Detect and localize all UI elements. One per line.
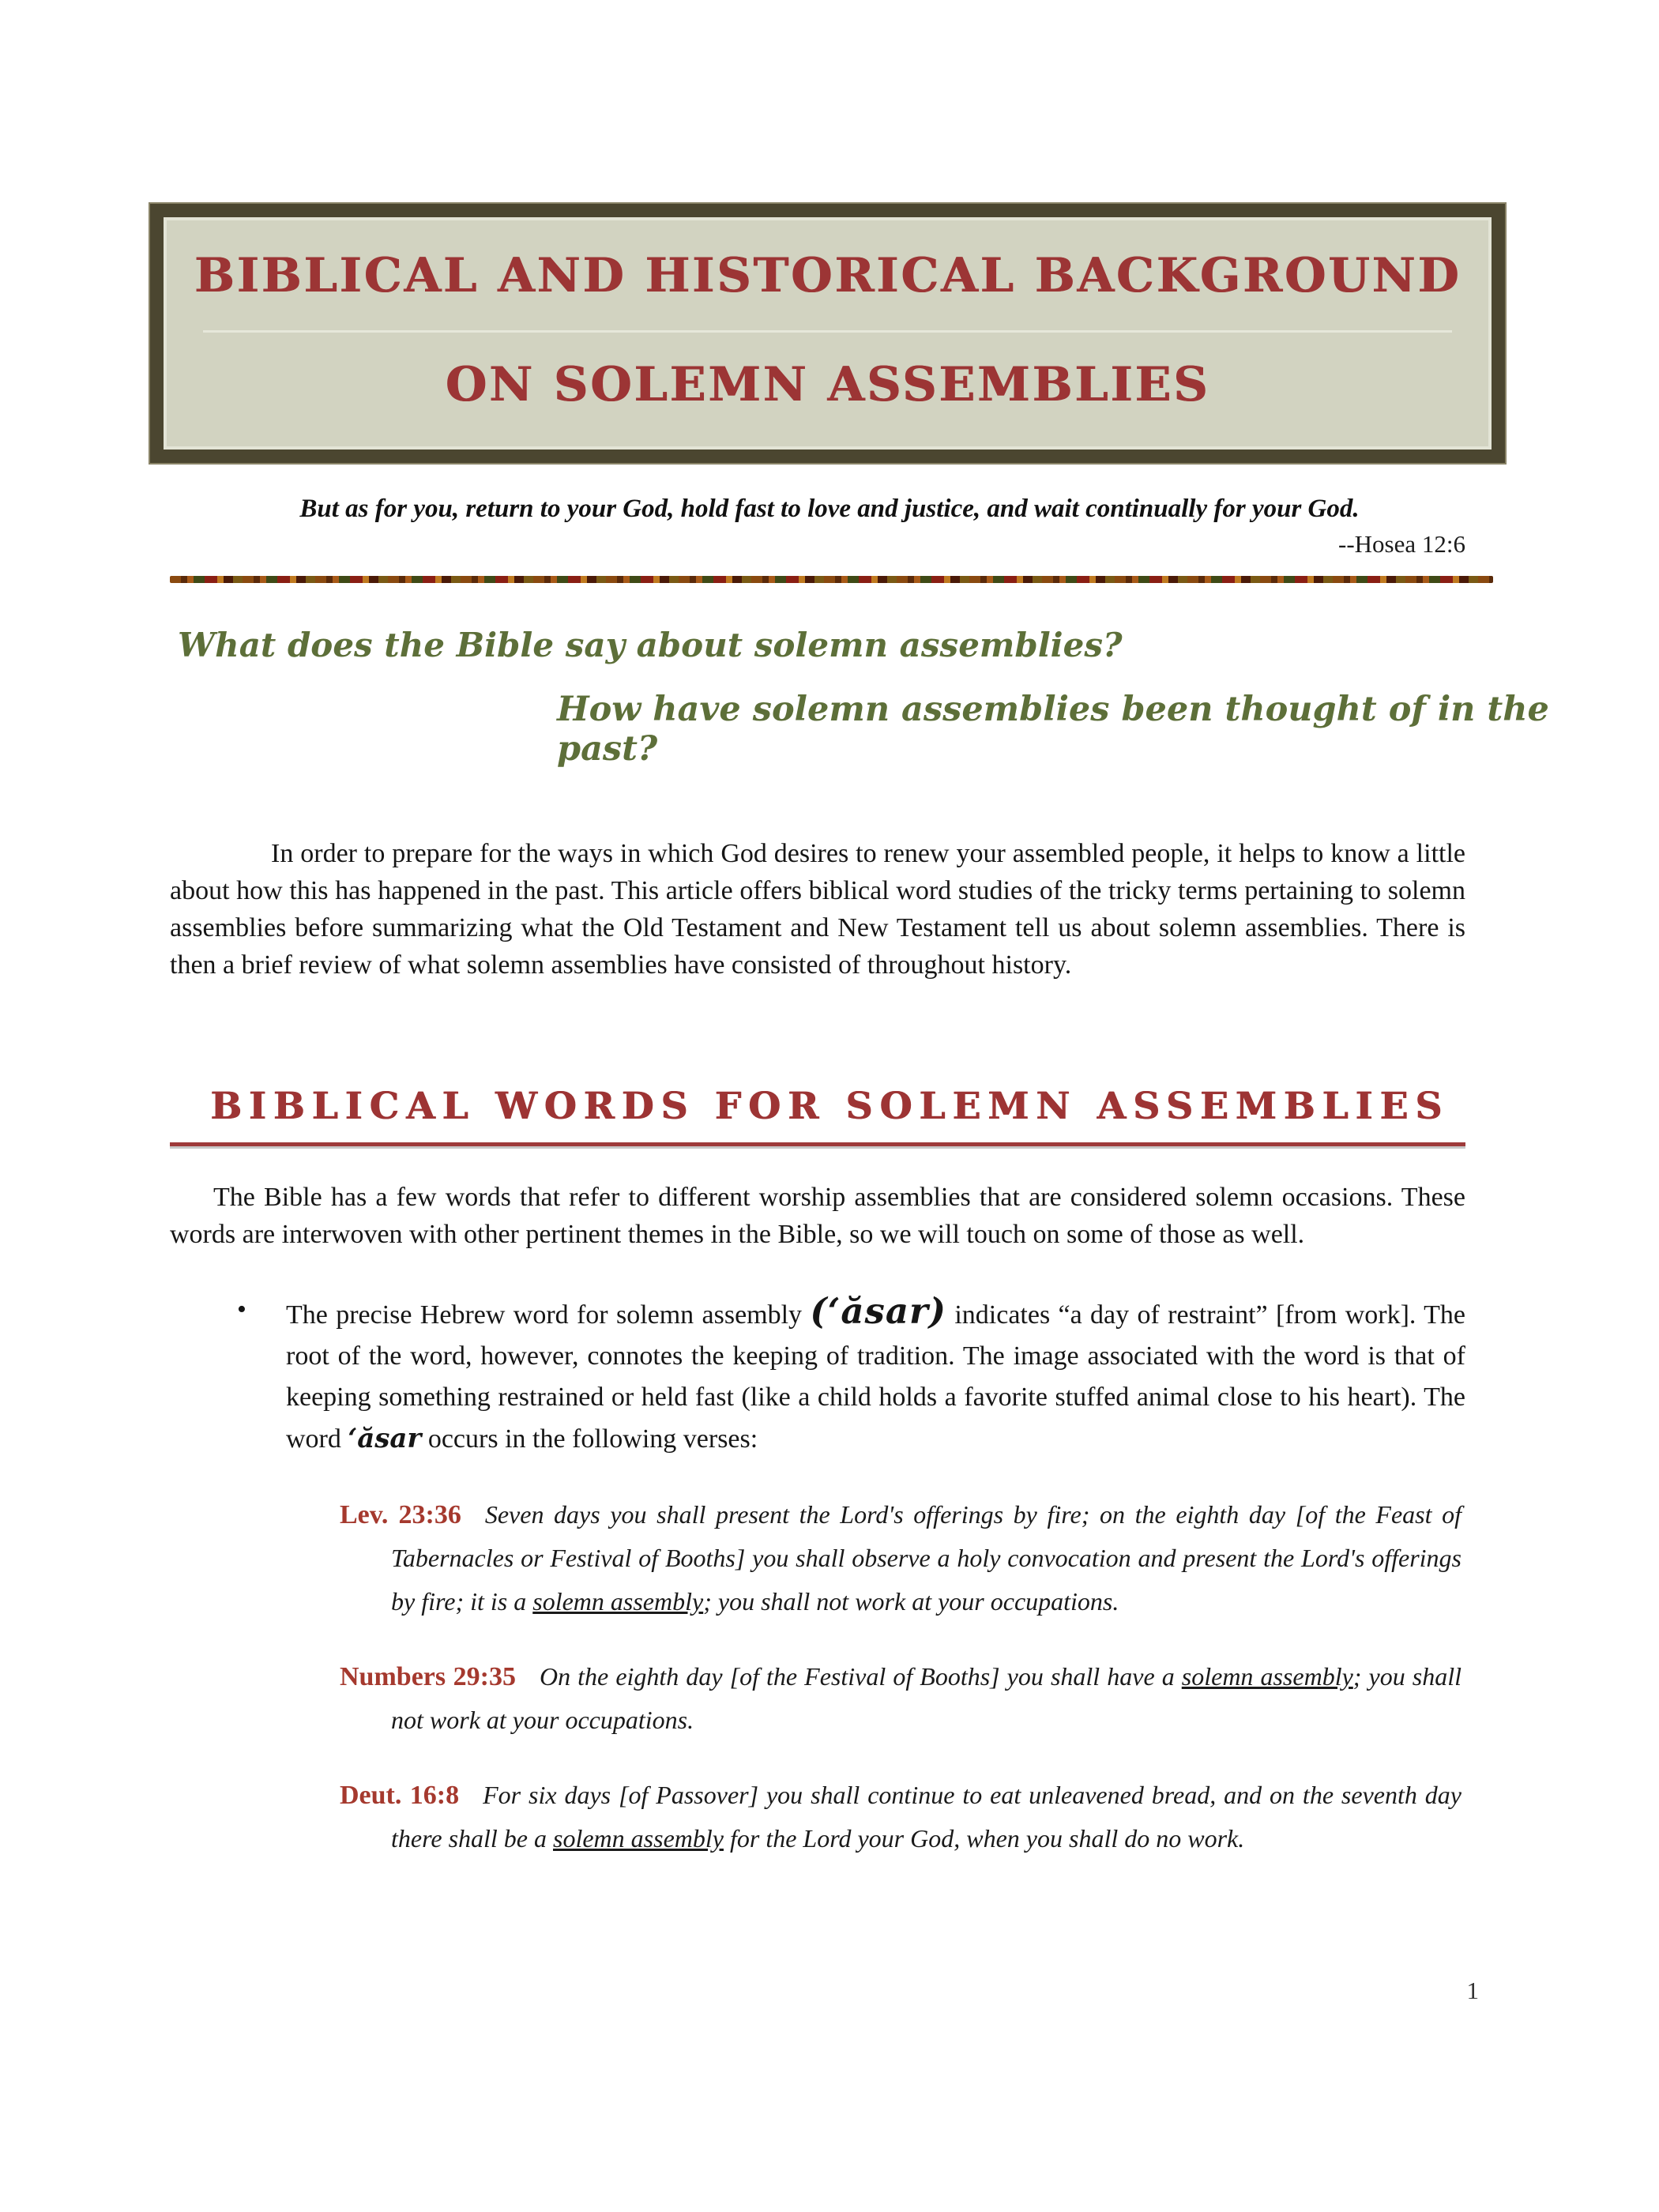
question-heading-1: What does the Bible say about solemn assemblies? [178, 626, 1123, 664]
verse-text: On the eighth day [of the Festival of Booths] you shall have a [540, 1662, 1182, 1691]
verse-numbers-29-35 [340, 1655, 1462, 1742]
title-box [150, 204, 1505, 463]
document-title-line-1: BIBLICAL AND HISTORICAL BACKGROUND [194, 248, 1462, 303]
bullet-text-segment-3: occurs in the following verses: [421, 1424, 758, 1454]
section-heading-rule [170, 1142, 1465, 1149]
verse-text: Seven days you shall present the Lord's offerings by fire; on the eighth day [of the Feast of Tabernacles or Festival of Booths] you shall observe a holy convocation and present the Lord's offerings by fire; it is a [391, 1500, 1462, 1616]
verse-reference: Numbers 29:35 [340, 1662, 516, 1691]
bullet-text-segment-2: indicates “a day of restraint” [from work]. The root of the word, however, connotes the keeping of tradition. The image associated with the word is that of keeping something restrained or held fast (like a child holds a favorite stuffed animal close to his heart). The word [286, 1300, 1466, 1454]
document-title-line-2: ON SOLEMN ASSEMBLIES [445, 357, 1210, 412]
verse-deut-16-8 [340, 1774, 1462, 1860]
verse-text-end: ; you shall not work at your occupations. [391, 1662, 1462, 1734]
question-heading-2: How have solemn assemblies been thought of in the past? [557, 690, 1549, 769]
verse-underlined-phrase: solemn assembly [532, 1587, 704, 1616]
verse-lev-23-36 [340, 1493, 1462, 1623]
epigraph-quote: But as for you, return to your God, hold fast to love and justice, and wait continually for your God. [299, 495, 1360, 523]
bullet-item-hebrew-word [237, 1291, 1465, 1460]
bullet-text-segment-1: The precise Hebrew word for solemn assembly [286, 1300, 811, 1330]
verse-text: For six days [of Passover] you shall continue to eat unleavened bread, and on the seventh day there shall be a [391, 1781, 1462, 1853]
hebrew-term-large: (‘ăsar) [810, 1290, 947, 1332]
section-paragraph: The Bible has a few words that refer to different worship assemblies that are considered solemn occasions. These words are interwoven with other pertinent themes in the Bible, so we will touch on some of those as well. [170, 1183, 1465, 1249]
verse-reference: Lev. 23:36 [340, 1500, 461, 1529]
bullet-icon: • [237, 1295, 246, 1324]
hebrew-term-inline: ‘ăsar [348, 1423, 422, 1454]
epigraph-attribution: --Hosea 12:6 [1338, 530, 1465, 558]
verse-underlined-phrase: solemn assembly [553, 1824, 724, 1853]
decorative-rule [170, 576, 1493, 583]
verse-reference: Deut. 16:8 [340, 1781, 460, 1810]
verse-text-end: for the Lord your God, when you shall do no work. [723, 1824, 1245, 1853]
verse-text-end: ; you shall not work at your occupations. [703, 1587, 1119, 1616]
intro-paragraph: In order to prepare for the ways in which God desires to renew your assembled people, it helps to know a little about how this has happened in the past. This article offers biblical word studies of the tricky terms pertaining to solemn assemblies before summarizing what the Old Testament and New Testament tell us about solemn assemblies. There is then a brief review of what solemn assemblies have consisted of throughout history. [170, 839, 1465, 980]
page-number: 1 [1466, 1977, 1479, 2004]
page-content [0, 463, 1659, 1860]
verse-underlined-phrase: solemn assembly [1181, 1662, 1353, 1691]
section-heading: BIBLICAL WORDS FOR SOLEMN ASSEMBLIES [209, 1085, 1450, 1128]
title-divider [203, 330, 1451, 333]
